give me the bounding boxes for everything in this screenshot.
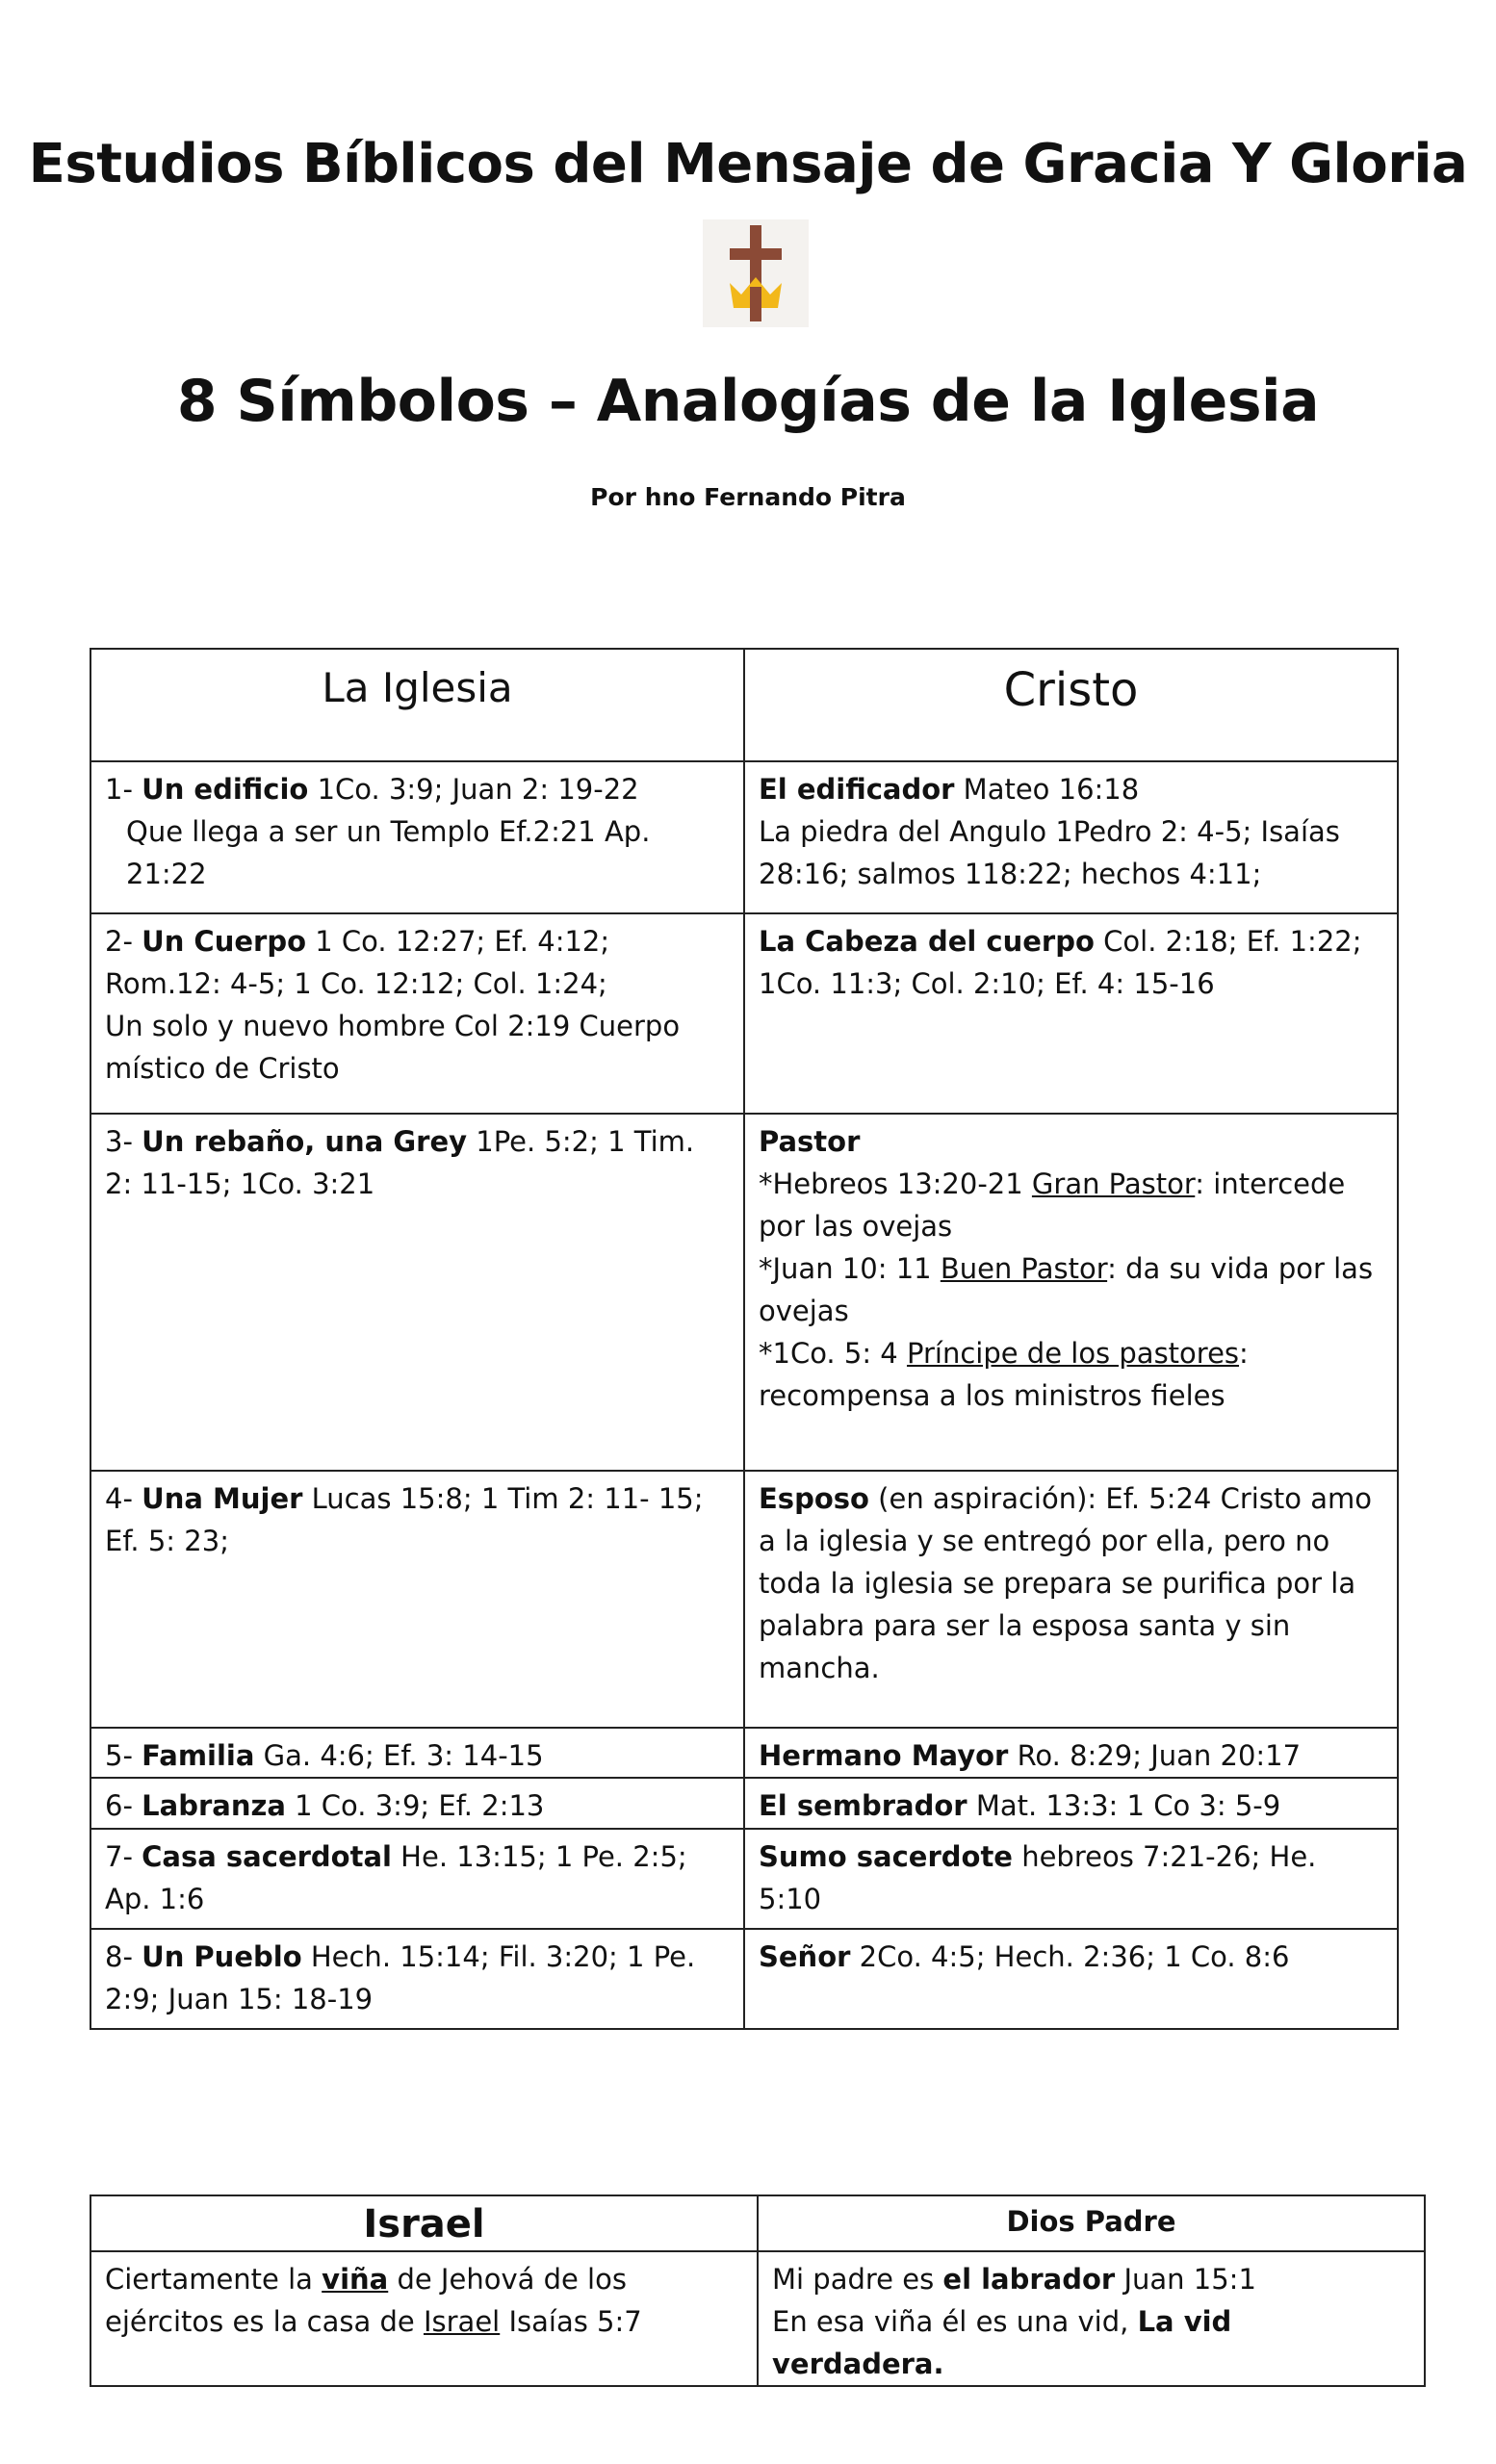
table-header-row [90, 2195, 1425, 2251]
document-title: Estudios Bíblicos del Mensaje de Gracia Y Gloria [28, 133, 1468, 195]
table-row [90, 1829, 1398, 1929]
church-cell: 3- Un rebaño, una Grey 1Pe. 5:2; 1 Tim. 2: 11-15; 1Co. 3:21 [90, 1114, 744, 1471]
christ-cell: Esposo (en aspiración): Ef. 5:24 Cristo amo a la iglesia y se entregó por ella, pero no toda la iglesia se prepara se purifica por la palabra para ser la esposa santa y sin mancha. [744, 1471, 1398, 1728]
padre-cell: Mi padre es el labrador Juan 15:1 En esa viña él es una vid, La vid verdadera. [758, 2251, 1425, 2386]
table-row [90, 913, 1398, 1114]
christ-cell: Señor 2Co. 4:5; Hech. 2:36; 1 Co. 8:6 [744, 1929, 1398, 2029]
church-cell: 2- Un Cuerpo 1 Co. 12:27; Ef. 4:12; Rom.12: 4-5; 1 Co. 12:12; Col. 1:24; Un solo y nuevo hombre Col 2:19 Cuerpo místico de Cristo [90, 913, 744, 1114]
table-row [90, 1471, 1398, 1728]
header-israel: Israel [90, 2195, 758, 2251]
christ-cell: El sembrador Mat. 13:3: 1 Co 3: 5-9 [744, 1778, 1398, 1829]
author-line: Por hno Fernando Pitra [590, 483, 906, 511]
christ-cell: Pastor *Hebreos 13:20-21 Gran Pastor: intercede por las ovejas *Juan 10: 11 Buen Pastor: da su vida por las ovejas *1Co. 5: 4 Príncipe de los pastores: recompensa a los ministros fieles [744, 1114, 1398, 1471]
church-cell: 4- Una Mujer Lucas 15:8; 1 Tim 2: 11- 15; Ef. 5: 23; [90, 1471, 744, 1728]
table-header-row [90, 649, 1398, 761]
christ-cell: El edificador Mateo 16:18 La piedra del Angulo 1Pedro 2: 4-5; Isaías 28:16; salmos 118:22; hechos 4:11; [744, 761, 1398, 913]
christ-cell: Sumo sacerdote hebreos 7:21-26; He. 5:10 [744, 1829, 1398, 1929]
israel-cell: Ciertamente la viña de Jehová de los ejércitos es la casa de Israel Isaías 5:7 [90, 2251, 758, 2386]
christ-cell: La Cabeza del cuerpo Col. 2:18; Ef. 1:22; 1Co. 11:3; Col. 2:10; Ef. 4: 15-16 [744, 913, 1398, 1114]
header-dios-padre: Dios Padre [758, 2195, 1425, 2251]
header-cristo: Cristo [744, 649, 1398, 761]
israel-padre-table [90, 2194, 1426, 2387]
table-row [90, 1728, 1398, 1778]
document-subtitle: 8 Símbolos – Analogías de la Iglesia [176, 368, 1320, 435]
table-row [90, 2251, 1425, 2386]
church-cell: 7- Casa sacerdotal He. 13:15; 1 Pe. 2:5; Ap. 1:6 [90, 1829, 744, 1929]
table-row [90, 1929, 1398, 2029]
table-row [90, 1114, 1398, 1471]
header-la-iglesia: La Iglesia [90, 649, 744, 761]
church-cell: 5- Familia Ga. 4:6; Ef. 3: 14-15 [90, 1728, 744, 1778]
table-row [90, 1778, 1398, 1829]
table-row [90, 761, 1398, 913]
church-cell: 1- Un edificio 1Co. 3:9; Juan 2: 19-22 Que llega a ser un Templo Ef.2:21 Ap. 21:22 [90, 761, 744, 913]
church-cell: 8- Un Pueblo Hech. 15:14; Fil. 3:20; 1 Pe. 2:9; Juan 15: 18-19 [90, 1929, 744, 2029]
symbols-table [90, 648, 1399, 2030]
christ-cell: Hermano Mayor Ro. 8:29; Juan 20:17 [744, 1728, 1398, 1778]
cross-crown-icon [703, 219, 809, 327]
church-cell: 6- Labranza 1 Co. 3:9; Ef. 2:13 [90, 1778, 744, 1829]
